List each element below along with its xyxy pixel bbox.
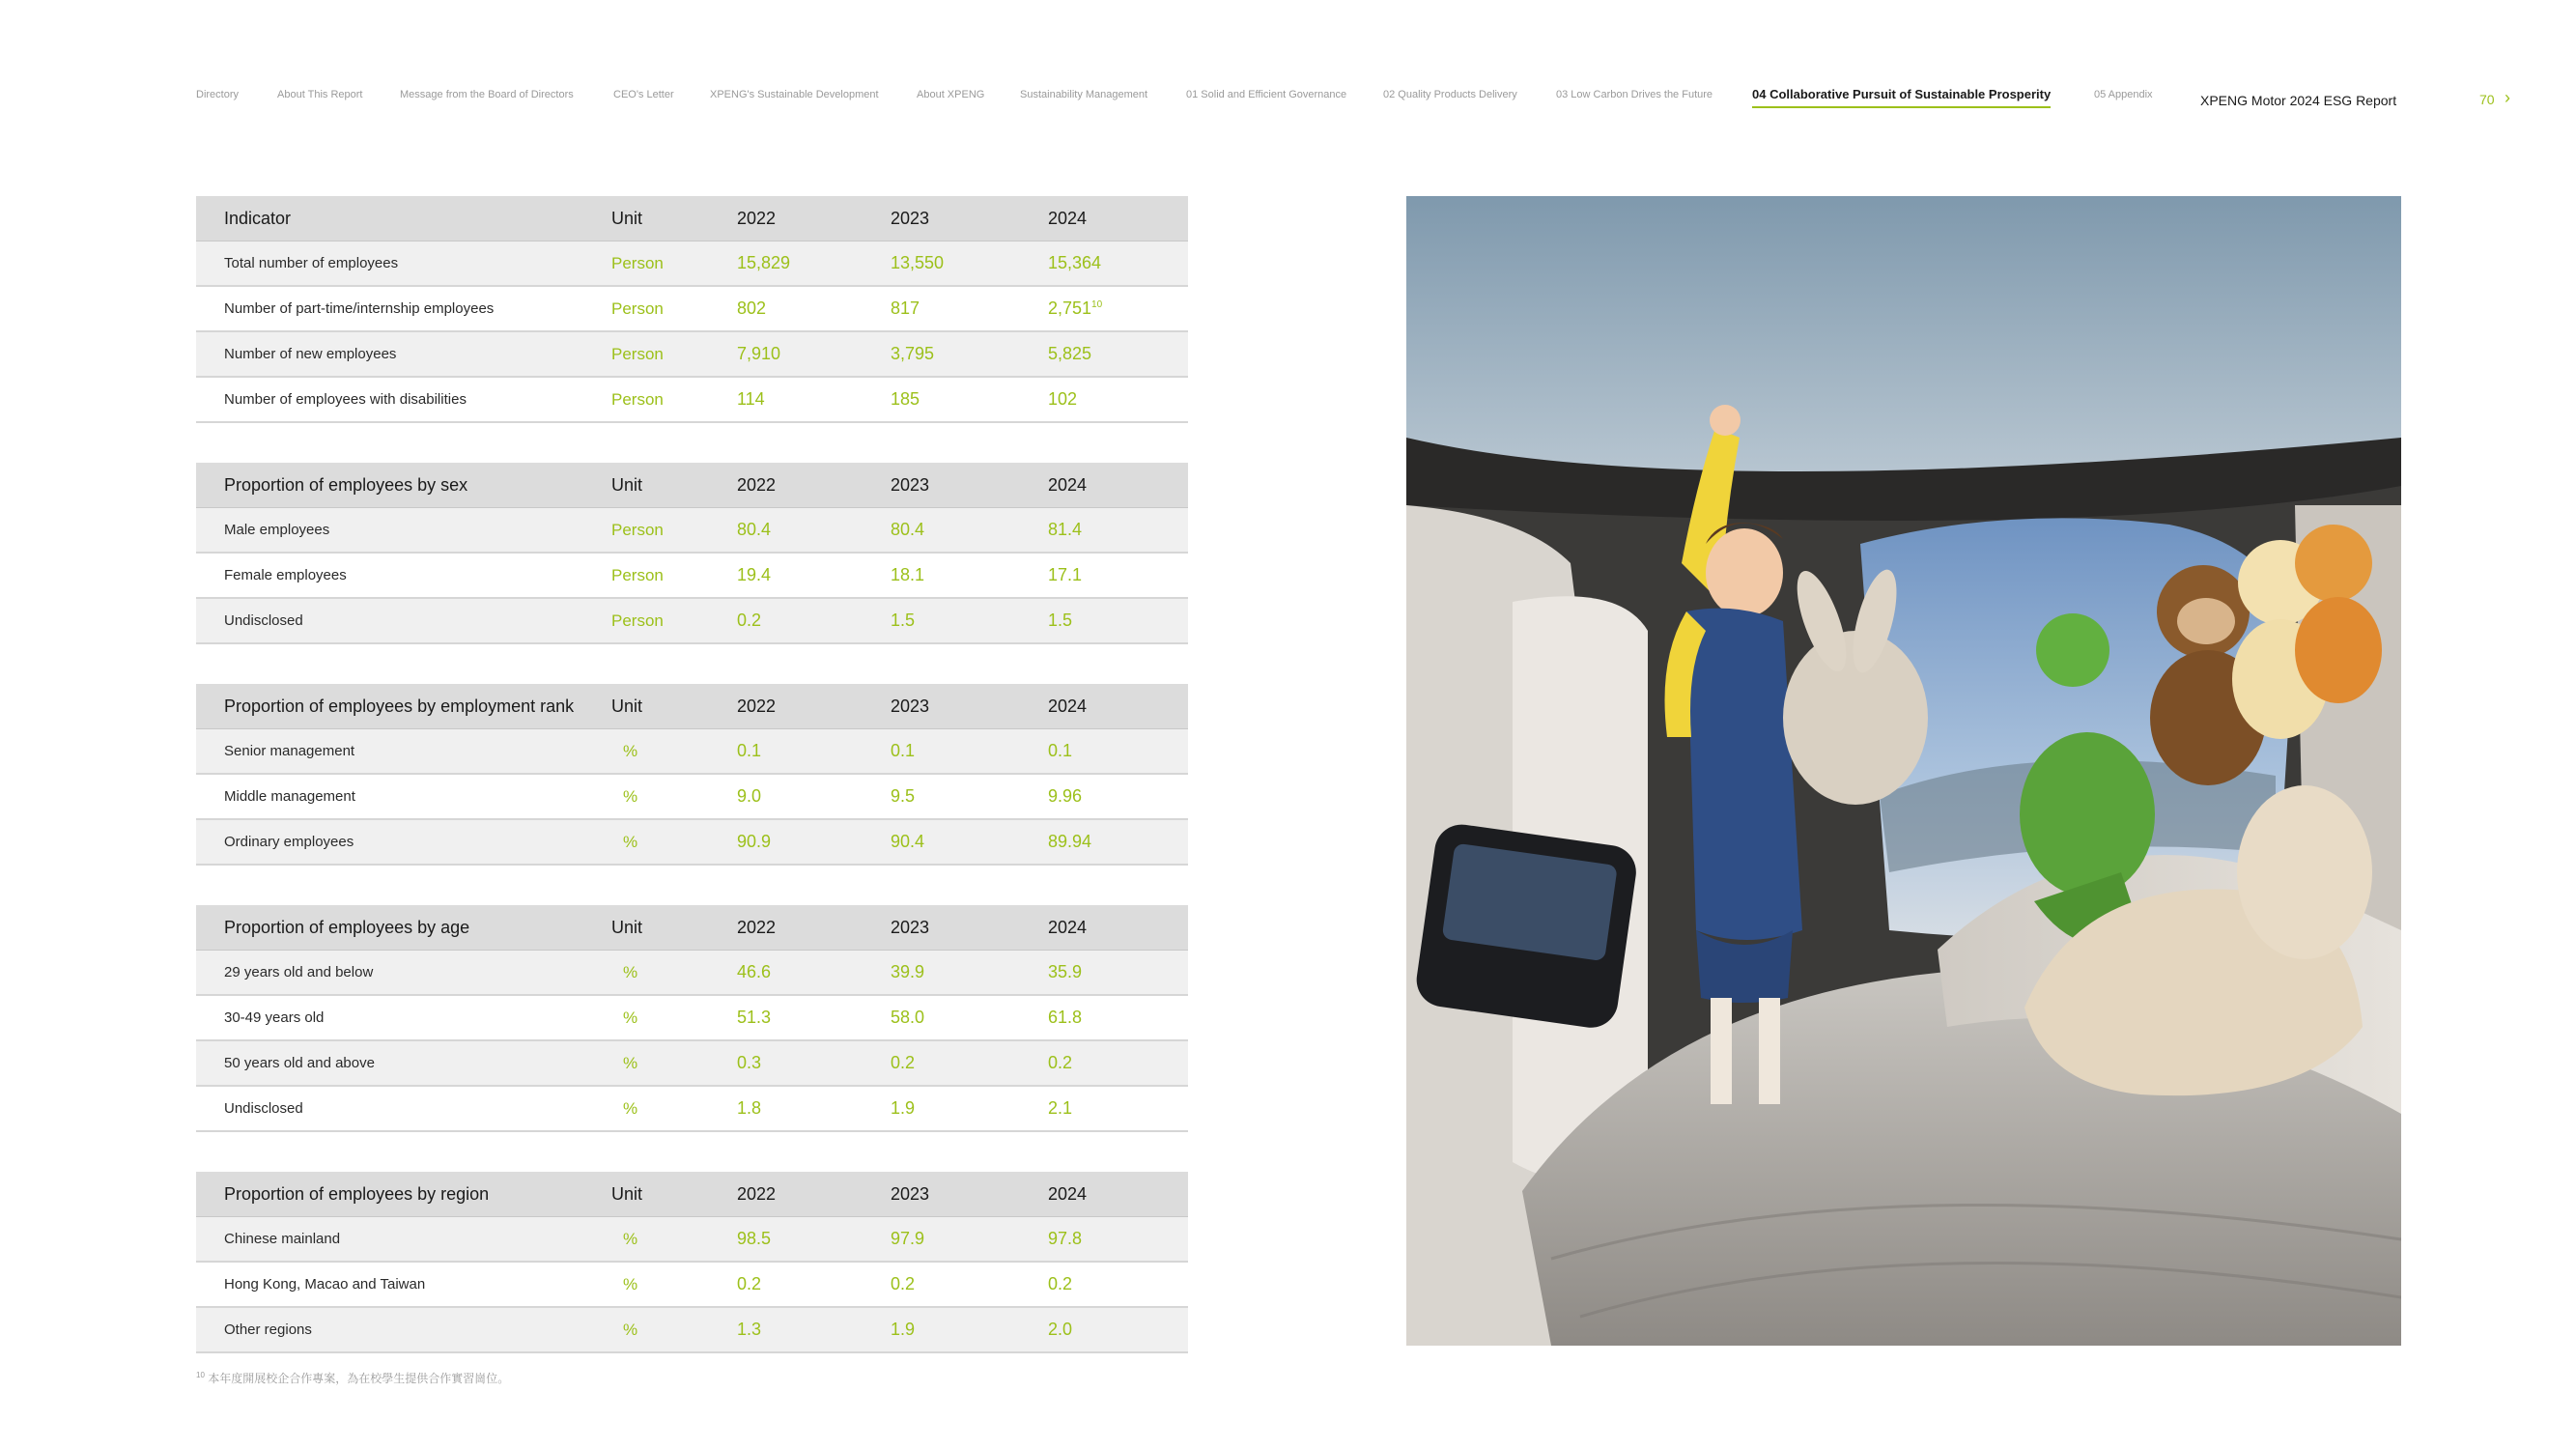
value-2022-text: 1.8 — [737, 1098, 762, 1118]
value-2024-text: 5,825 — [1048, 344, 1092, 363]
unit-cell — [611, 377, 737, 422]
column-header: Unit — [611, 463, 737, 508]
nav-item-about-xpeng[interactable]: About XPENG — [917, 89, 985, 100]
unit-text: % — [623, 741, 638, 760]
value-2024-text: 89.94 — [1048, 832, 1092, 851]
unit-text: Person — [611, 344, 664, 363]
table-section-title: Proportion of employees by sex — [196, 463, 611, 508]
unit-text: Person — [611, 389, 664, 409]
unit-text: Person — [611, 253, 664, 272]
value-2023-text: 9.5 — [891, 786, 916, 806]
value-2022-text: 0.2 — [737, 1274, 762, 1293]
column-header: 2023 — [891, 1172, 1048, 1217]
column-header: 2022 — [737, 905, 891, 951]
value-2022-text: 46.6 — [737, 962, 772, 981]
table-row — [196, 1040, 1188, 1086]
value-2023-cell — [891, 1086, 1048, 1131]
table-row — [196, 951, 1188, 996]
value-2022-text: 1.3 — [737, 1320, 762, 1339]
unit-text: Person — [611, 565, 664, 584]
value-2024-text: 97.8 — [1048, 1229, 1083, 1248]
value-2023-cell — [891, 819, 1048, 865]
value-2022-cell — [737, 377, 891, 422]
table-row — [196, 774, 1188, 819]
indicator-cell — [196, 1086, 611, 1131]
unit-text: % — [623, 1229, 638, 1248]
table-section-title: Proportion of employees by employment rank — [196, 684, 611, 729]
value-2023-cell — [891, 1262, 1048, 1307]
table-header-row — [196, 905, 1188, 951]
indicator-cell — [196, 729, 611, 775]
value-2024-text: 9.96 — [1048, 786, 1083, 806]
indicator-cell — [196, 1040, 611, 1086]
value-2024-cell — [1048, 1086, 1188, 1131]
unit-text: % — [623, 962, 638, 981]
indicator-text: Middle management — [224, 788, 355, 805]
unit-cell — [611, 1217, 737, 1263]
value-2024-text: 61.8 — [1048, 1008, 1083, 1027]
unit-text: Person — [611, 298, 664, 318]
value-2023-cell — [891, 286, 1048, 331]
value-2022-text: 9.0 — [737, 786, 762, 806]
value-2024-cell — [1048, 553, 1188, 598]
nav-item-appendix[interactable]: 05 Appendix — [2094, 89, 2153, 100]
table-row — [196, 598, 1188, 643]
unit-text: Person — [611, 520, 664, 539]
value-2022-text: 802 — [737, 298, 767, 318]
indicator-cell — [196, 508, 611, 554]
indicator-text: 50 years old and above — [224, 1055, 375, 1071]
table-row — [196, 1086, 1188, 1131]
column-header: 2023 — [891, 463, 1048, 508]
table-row — [196, 1307, 1188, 1352]
indicator-text: Total number of employees — [224, 255, 399, 271]
value-2023-cell — [891, 1307, 1048, 1352]
value-2023-text: 90.4 — [891, 832, 925, 851]
column-header: 2022 — [737, 196, 891, 242]
value-2023-cell — [891, 553, 1048, 598]
value-2023-text: 39.9 — [891, 962, 925, 981]
value-2023-text: 0.1 — [891, 741, 916, 760]
value-2024-text: 0.2 — [1048, 1274, 1073, 1293]
column-header: 2024 — [1048, 684, 1188, 729]
data-table — [196, 196, 1188, 423]
table-row — [196, 553, 1188, 598]
value-2023-cell — [891, 1040, 1048, 1086]
value-2023-text: 1.5 — [891, 611, 916, 630]
indicator-cell — [196, 1307, 611, 1352]
value-2022-text: 0.1 — [737, 741, 762, 760]
table-row — [196, 1262, 1188, 1307]
value-2023-text: 13,550 — [891, 253, 945, 272]
column-header: 2023 — [891, 196, 1048, 242]
value-2024-text: 102 — [1048, 389, 1078, 409]
indicator-cell — [196, 951, 611, 996]
value-2024-cell — [1048, 508, 1188, 554]
value-2023-text: 18.1 — [891, 565, 925, 584]
value-2024-cell — [1048, 951, 1188, 996]
indicator-text: Number of employees with disabilities — [224, 391, 467, 408]
value-2022-cell — [737, 331, 891, 377]
indicator-text: Ordinary employees — [224, 834, 354, 850]
indicator-cell — [196, 598, 611, 643]
value-2024-text: 81.4 — [1048, 520, 1083, 539]
unit-cell — [611, 951, 737, 996]
indicator-cell — [196, 242, 611, 287]
value-2023-text: 185 — [891, 389, 920, 409]
column-header: 2023 — [891, 905, 1048, 951]
car-interior-illustration — [1406, 196, 2401, 1346]
indicator-text: Hong Kong, Macao and Taiwan — [224, 1276, 426, 1293]
data-table — [196, 1172, 1188, 1353]
value-2024-text: 2.1 — [1048, 1098, 1073, 1118]
value-2023-cell — [891, 508, 1048, 554]
indicator-cell — [196, 377, 611, 422]
column-header: Unit — [611, 1172, 737, 1217]
value-2024-cell — [1048, 1040, 1188, 1086]
table-row — [196, 331, 1188, 377]
value-2022-text: 7,910 — [737, 344, 781, 363]
footnote-marker: 10 — [196, 1371, 205, 1379]
table-row — [196, 242, 1188, 287]
value-2024-cell — [1048, 774, 1188, 819]
nav-item-ceo-letter[interactable]: CEO's Letter — [613, 89, 674, 100]
chevron-right-icon[interactable]: › — [2505, 88, 2510, 107]
indicator-cell — [196, 819, 611, 865]
value-2023-text: 97.9 — [891, 1229, 925, 1248]
value-2022-cell — [737, 774, 891, 819]
value-2023-text: 58.0 — [891, 1008, 925, 1027]
indicator-text: Female employees — [224, 567, 347, 583]
unit-cell — [611, 1262, 737, 1307]
value-2024-cell — [1048, 598, 1188, 643]
column-header: 2024 — [1048, 1172, 1188, 1217]
value-2024-cell — [1048, 1262, 1188, 1307]
value-2022-text: 0.2 — [737, 611, 762, 630]
table-row — [196, 1217, 1188, 1263]
unit-text: % — [623, 1008, 638, 1027]
value-2024-cell — [1048, 1307, 1188, 1352]
value-2023-cell — [891, 1217, 1048, 1263]
value-2022-text: 98.5 — [737, 1229, 772, 1248]
active-tab-underline — [1752, 106, 2051, 108]
indicator-cell — [196, 331, 611, 377]
table-row — [196, 508, 1188, 554]
indicator-cell — [196, 1217, 611, 1263]
value-2022-cell — [737, 598, 891, 643]
value-2023-cell — [891, 995, 1048, 1040]
value-2022-text: 90.9 — [737, 832, 772, 851]
value-2024-cell — [1048, 995, 1188, 1040]
value-2022-cell — [737, 508, 891, 554]
value-2022-text: 114 — [737, 389, 765, 409]
nav-item-sustainability-mgmt[interactable]: Sustainability Management — [1020, 89, 1148, 100]
indicator-text: 30-49 years old — [224, 1009, 325, 1026]
column-header: 2022 — [737, 1172, 891, 1217]
table-section-title: Proportion of employees by age — [196, 905, 611, 951]
indicator-text: Number of new employees — [224, 346, 397, 362]
data-table — [196, 684, 1188, 866]
value-2022-cell — [737, 819, 891, 865]
value-2023-text: 0.2 — [891, 1274, 916, 1293]
unit-cell — [611, 331, 737, 377]
table-section-title: Indicator — [196, 196, 611, 242]
column-header: Unit — [611, 196, 737, 242]
table-row — [196, 286, 1188, 331]
indicator-cell — [196, 774, 611, 819]
value-2024-cell — [1048, 242, 1188, 287]
value-2023-cell — [891, 774, 1048, 819]
unit-text: % — [623, 1098, 638, 1118]
column-header: 2024 — [1048, 196, 1188, 242]
value-2024-cell — [1048, 1217, 1188, 1263]
indicator-text: Other regions — [224, 1321, 312, 1338]
value-2024-cell — [1048, 286, 1188, 331]
unit-text: % — [623, 1274, 638, 1293]
indicator-text: Number of part-time/internship employees — [224, 300, 495, 317]
value-2022-cell — [737, 553, 891, 598]
unit-cell — [611, 286, 737, 331]
footnote-reference: 10 — [1091, 299, 1103, 310]
indicator-cell — [196, 553, 611, 598]
table-section-title: Proportion of employees by region — [196, 1172, 611, 1217]
value-2023-cell — [891, 598, 1048, 643]
data-table — [196, 463, 1188, 644]
value-2022-cell — [737, 1262, 891, 1307]
value-2023-text: 1.9 — [891, 1098, 916, 1118]
indicator-text: Undisclosed — [224, 612, 303, 629]
unit-text: % — [623, 1320, 638, 1339]
value-2022-text: 19.4 — [737, 565, 772, 584]
data-table — [196, 905, 1188, 1132]
value-2023-text: 80.4 — [891, 520, 925, 539]
table-header-row — [196, 1172, 1188, 1217]
value-2024-text: 1.5 — [1048, 611, 1073, 630]
table-row — [196, 995, 1188, 1040]
unit-text: % — [623, 786, 638, 806]
nav-item-quality-products[interactable]: 02 Quality Products Delivery — [1383, 89, 1517, 100]
nav-item-directory[interactable]: Directory — [196, 89, 240, 100]
value-2024-cell — [1048, 819, 1188, 865]
value-2022-cell — [737, 1040, 891, 1086]
employee-data-tables — [196, 196, 1188, 1393]
value-2022-text: 0.3 — [737, 1053, 762, 1072]
nav-item-sustainable-dev[interactable]: XPENG's Sustainable Development — [710, 89, 879, 100]
table-row — [196, 729, 1188, 775]
value-2022-text: 80.4 — [737, 520, 772, 539]
footnote-text: 本年度開展校企合作專案，為在校學生提供合作實習崗位。 — [208, 1372, 510, 1385]
indicator-text: 29 years old and below — [224, 964, 374, 980]
nav-item-about-report[interactable]: About This Report — [277, 89, 363, 100]
value-2024-text: 17.1 — [1048, 565, 1083, 584]
unit-cell — [611, 553, 737, 598]
unit-text: Person — [611, 611, 664, 630]
value-2023-text: 817 — [891, 298, 920, 318]
unit-cell — [611, 1307, 737, 1352]
column-header: 2024 — [1048, 905, 1188, 951]
value-2024-text: 35.9 — [1048, 962, 1083, 981]
footnote — [196, 1370, 509, 1386]
value-2024-cell — [1048, 729, 1188, 775]
value-2023-cell — [891, 729, 1048, 775]
column-header: Unit — [611, 905, 737, 951]
value-2022-cell — [737, 1086, 891, 1131]
table-header-row — [196, 196, 1188, 242]
unit-cell — [611, 729, 737, 775]
value-2023-cell — [891, 242, 1048, 287]
column-header: 2022 — [737, 684, 891, 729]
value-2022-cell — [737, 951, 891, 996]
table-header-row — [196, 463, 1188, 508]
value-2024-text: 2.0 — [1048, 1320, 1073, 1339]
value-2022-cell — [737, 286, 891, 331]
indicator-cell — [196, 995, 611, 1040]
unit-cell — [611, 819, 737, 865]
value-2023-text: 1.9 — [891, 1320, 916, 1339]
indicator-cell — [196, 286, 611, 331]
table-row — [196, 819, 1188, 865]
unit-text: % — [623, 832, 638, 851]
value-2022-cell — [737, 1217, 891, 1263]
car-interior-photo — [1406, 196, 2401, 1346]
nav-item-label: 04 Collaborative Pursuit of Sustainable Prosperity — [1752, 87, 2052, 101]
column-header: 2022 — [737, 463, 891, 508]
value-2023-text: 0.2 — [891, 1053, 916, 1072]
unit-cell — [611, 774, 737, 819]
value-2023-cell — [891, 331, 1048, 377]
value-2024-cell — [1048, 331, 1188, 377]
indicator-text: Undisclosed — [224, 1100, 303, 1117]
table-row — [196, 377, 1188, 422]
nav-item-low-carbon[interactable]: 03 Low Carbon Drives the Future — [1556, 89, 1713, 100]
indicator-text: Senior management — [224, 743, 355, 759]
value-2024-cell — [1048, 377, 1188, 422]
indicator-text: Chinese mainland — [224, 1231, 341, 1247]
indicator-text: Male employees — [224, 522, 330, 538]
value-2022-text: 15,829 — [737, 253, 791, 272]
value-2024-text: 0.1 — [1048, 741, 1073, 760]
value-2022-cell — [737, 995, 891, 1040]
value-2023-text: 3,795 — [891, 344, 935, 363]
nav-item-sustainable-prosperity[interactable] — [1752, 87, 2051, 101]
column-header: Unit — [611, 684, 737, 729]
table-header-row — [196, 684, 1188, 729]
unit-cell — [611, 995, 737, 1040]
unit-cell — [611, 1040, 737, 1086]
column-header: 2023 — [891, 684, 1048, 729]
value-2022-cell — [737, 729, 891, 775]
value-2023-cell — [891, 377, 1048, 422]
unit-cell — [611, 508, 737, 554]
value-2024-text: 15,364 — [1048, 253, 1102, 272]
unit-cell — [611, 1086, 737, 1131]
column-header: 2024 — [1048, 463, 1188, 508]
value-2022-text: 51.3 — [737, 1008, 772, 1027]
value-2023-cell — [891, 951, 1048, 996]
value-2022-cell — [737, 242, 891, 287]
unit-cell — [611, 598, 737, 643]
unit-text: % — [623, 1053, 638, 1072]
indicator-cell — [196, 1262, 611, 1307]
unit-cell — [611, 242, 737, 287]
report-title: XPENG Motor 2024 ESG Report — [2200, 93, 2397, 108]
nav-item-board-message[interactable]: Message from the Board of Directors — [400, 89, 574, 100]
value-2022-cell — [737, 1307, 891, 1352]
value-2024-text: 2,751 — [1048, 298, 1092, 318]
nav-item-governance[interactable]: 01 Solid and Efficient Governance — [1186, 89, 1347, 100]
value-2024-text: 0.2 — [1048, 1053, 1073, 1072]
page-number: 70 — [2479, 92, 2495, 107]
